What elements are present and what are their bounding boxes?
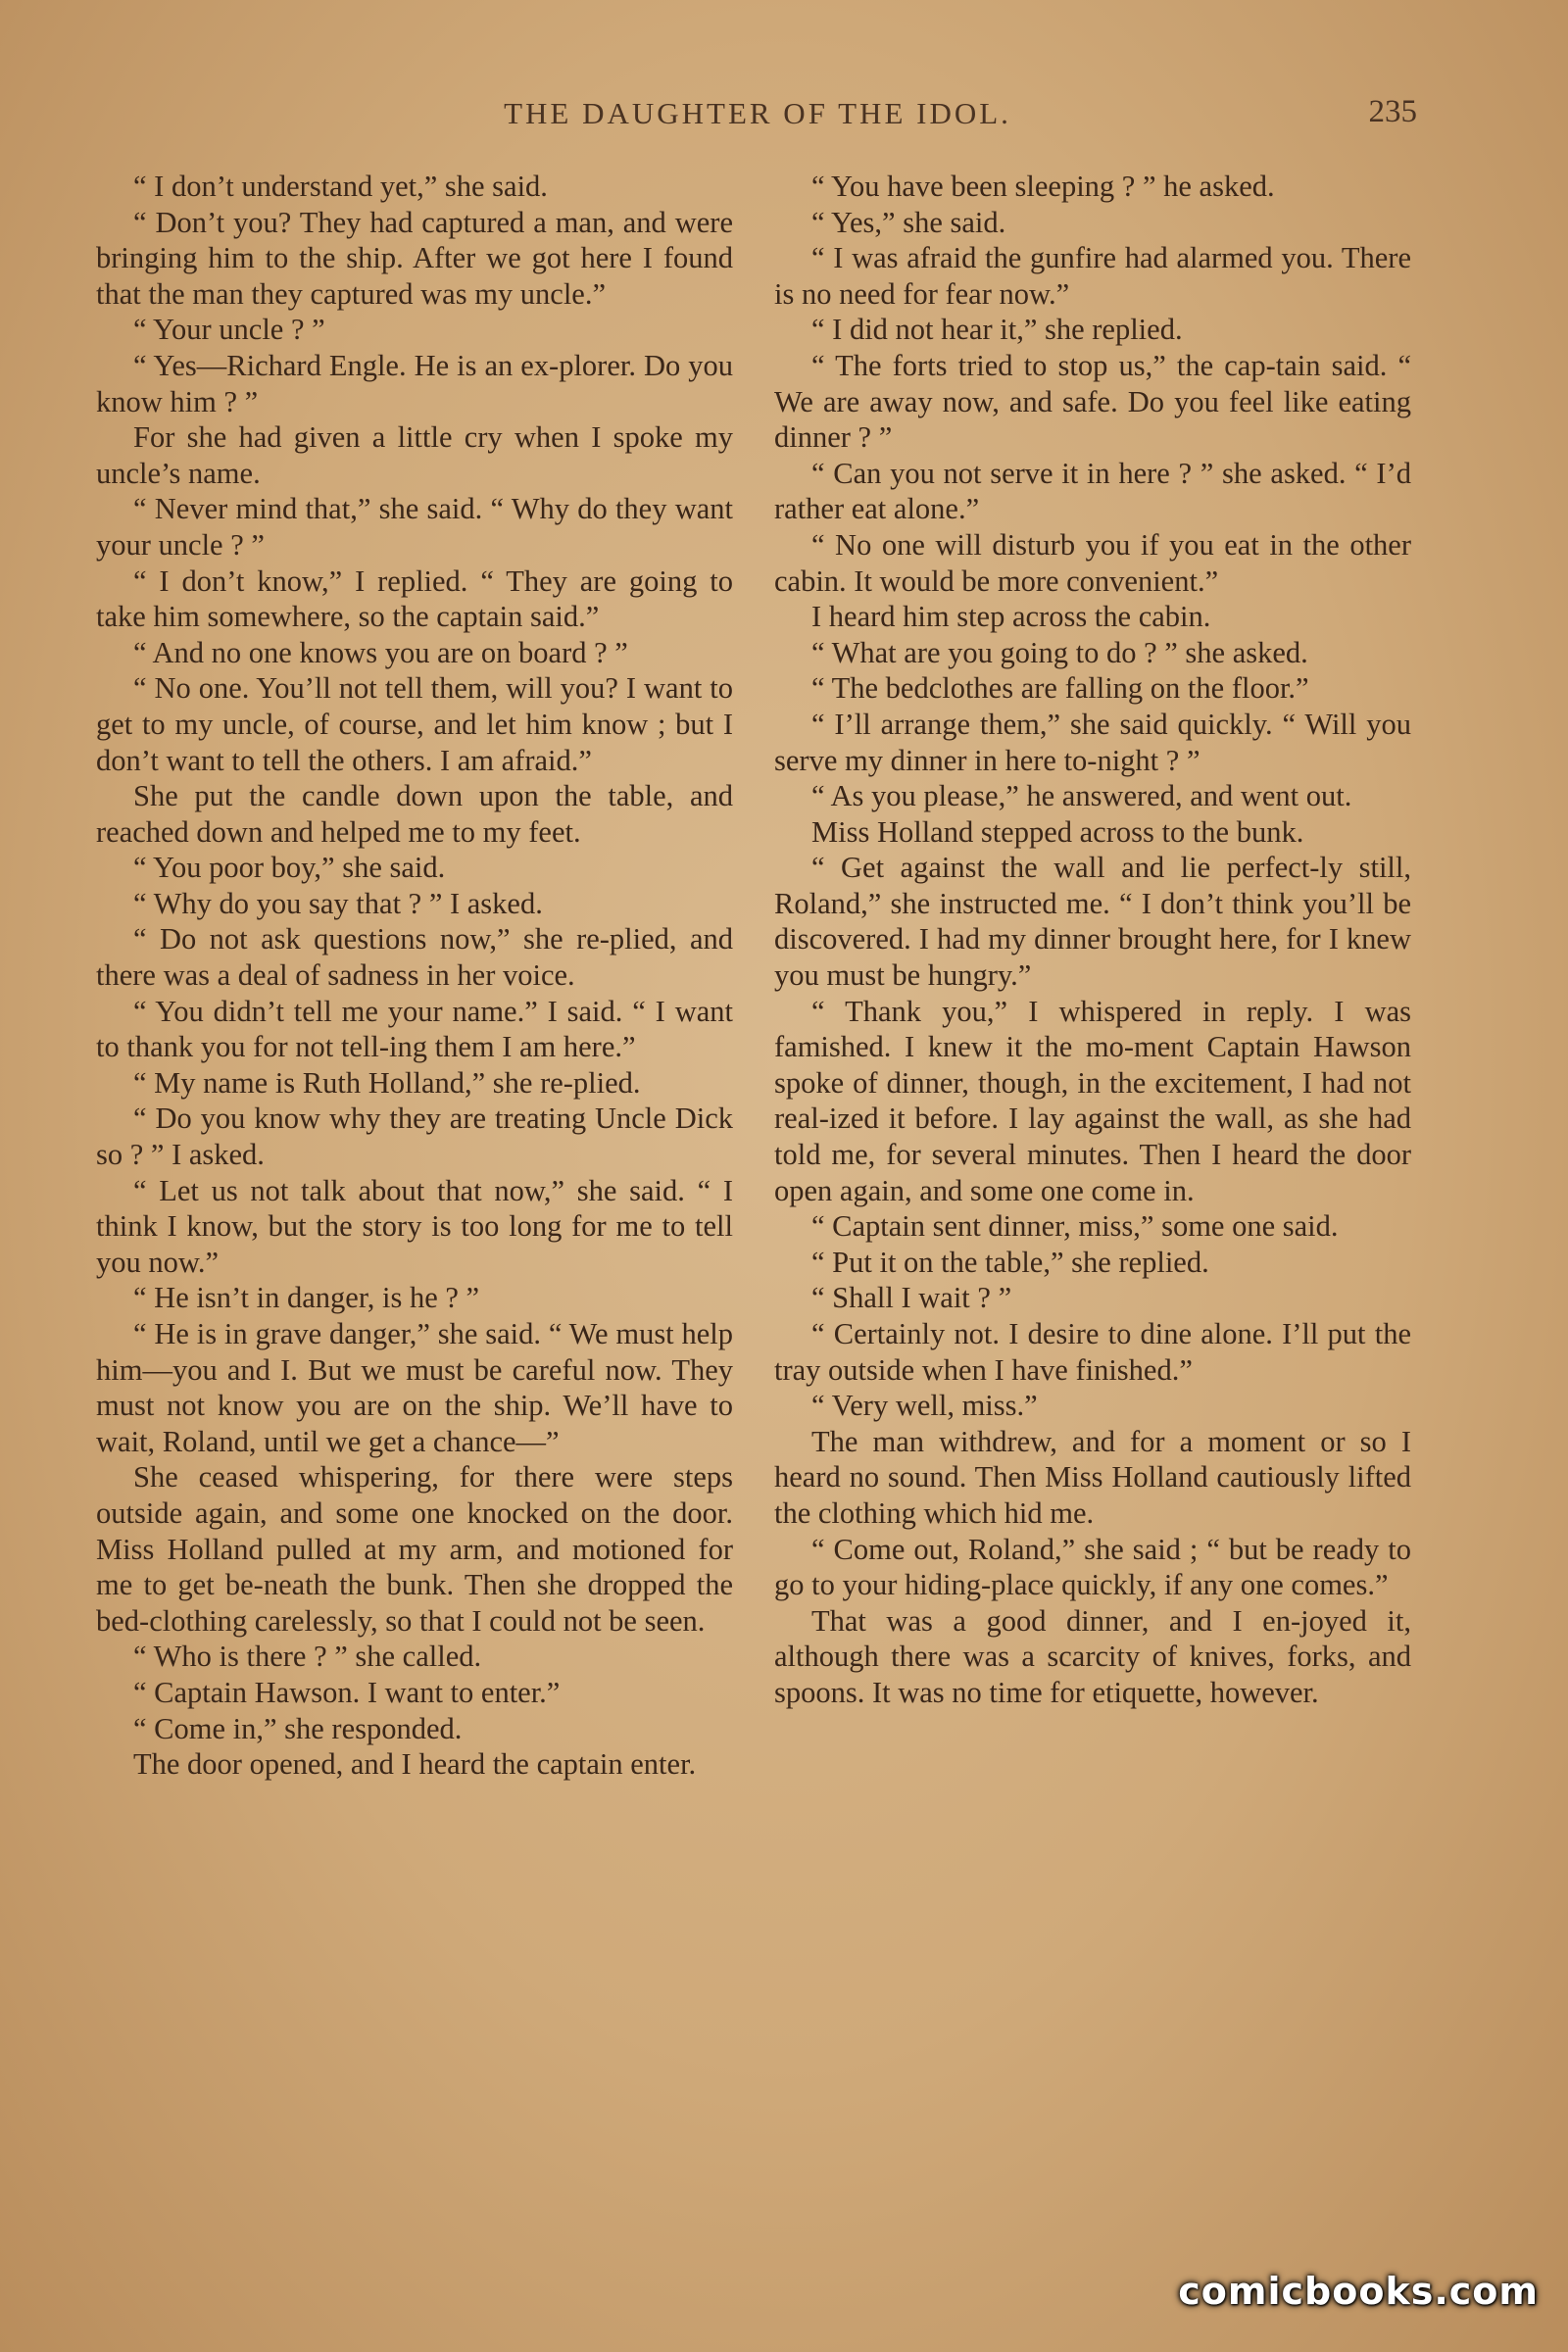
paragraph: “ I did not hear it,” she replied.	[811, 313, 1183, 347]
paragraph: I heard him step across the cabin.	[811, 600, 1211, 634]
paragraph: “ My name is Ruth Holland,” she re-plied.	[133, 1065, 641, 1100]
paragraph: “ I don’t understand yet,” she said.	[133, 170, 548, 203]
paragraph: “ Get against the wall and lie perfect-ly still, Roland,” she instructed me. “ I don’t think you’ll be discovered. I had my dinner brought here, for I knew you must be hungry.”	[774, 851, 1411, 993]
paragraph: “ Come out, Roland,” she said ; “ but be ready to go to your hiding-place quickly, if any one comes.”	[774, 1532, 1411, 1602]
paragraph: “ No one. You’ll not tell them, will you? I want to get to my uncle, of course, and let him know ; but I don’t want to tell the others. I am afraid.”	[96, 671, 733, 777]
paragraph: For she had given a little cry when I spoke my uncle’s name.	[96, 420, 733, 490]
paragraph: “ Don’t you? They had captured a man, and were bringing him to the ship. After we got here I found that the man they captured was my uncle.”	[96, 205, 733, 311]
paragraph: “ Your uncle ? ”	[133, 313, 325, 347]
paragraph: She ceased whispering, for there were steps outside again, and some one knocked on the door. Miss Holland pulled at my arm, and motioned for me to get be-neath the bunk. Then she dropped the bed-clothing carelessly, so that I could not be seen.	[96, 1460, 733, 1638]
paragraph: “ He is in grave danger,” she said. “ We must help him—you and I. But we must be careful now. They must not know you are on the ship. We’ll have to wait, Roland, until we get a chance—”	[96, 1317, 733, 1458]
paragraph: “ Who is there ? ” she called.	[133, 1640, 482, 1674]
paragraph: “ Yes—Richard Engle. He is an ex-plorer. Do you know him ? ”	[96, 348, 733, 418]
paragraph: The door opened, and I heard the captain enter.	[133, 1747, 697, 1782]
paragraph: “ Do you know why they are treating Uncle Dick so ? ” I asked.	[96, 1102, 733, 1172]
paragraph: “ He isn’t in danger, is he ? ”	[133, 1281, 480, 1315]
paragraph: “ I was afraid the gunfire had alarmed you. There is no need for fear now.”	[774, 241, 1411, 311]
paragraph: “ You didn’t tell me your name.” I said. “ I want to thank you for not tell-ing them I am here.”	[96, 994, 733, 1064]
left-text-column	[96, 169, 733, 1783]
paragraph: “ I’ll arrange them,” she said quickly. “ Will you serve my dinner in here to-night ? ”	[774, 707, 1411, 777]
paragraph: “ Thank you,” I whispered in reply. I was famished. I knew it the mo-ment Captain Hawson spoke of dinner, though, in the excitement, I had not real-ized it before. I lay against the wall, as she had told me, for several minutes. Then I heard the door open again, and some one come in.	[774, 994, 1411, 1207]
page-number: 235	[1368, 94, 1417, 129]
paragraph: Miss Holland stepped across to the bunk.	[811, 814, 1304, 849]
paragraph: She put the candle down upon the table, and reached down and helped me to my feet.	[96, 779, 733, 849]
paragraph: That was a good dinner, and I en-joyed it, although there was a scarcity of knives, forks, and spoons. It was no time for etiquette, however.	[774, 1603, 1411, 1709]
paragraph: “ Do not ask questions now,” she re-plied, and there was a deal of sadness in her voice.	[96, 922, 733, 993]
paragraph: “ Shall I wait ? ”	[811, 1281, 1012, 1315]
paragraph: “ Put it on the table,” she replied.	[811, 1245, 1209, 1279]
paragraph: “ Very well, miss.”	[811, 1389, 1038, 1423]
paragraph: “ And no one knows you are on board ? ”	[133, 635, 628, 669]
paragraph: “ I don’t know,” I replied. “ They are going to take him somewhere, so the captain said.”	[96, 564, 733, 634]
paragraph: “ You poor boy,” she said.	[133, 851, 446, 885]
page-header	[98, 92, 1417, 141]
paragraph: “ Certainly not. I desire to dine alone. I’ll put the tray outside when I have finished.”	[774, 1317, 1411, 1387]
paragraph: “ Captain sent dinner, miss,” some one said.	[811, 1209, 1339, 1244]
right-text-column	[774, 169, 1411, 1711]
site-watermark: comicbooks.com	[1178, 2270, 1539, 2313]
paragraph: “ The bedclothes are falling on the floor.”	[811, 671, 1309, 706]
paragraph: “ What are you going to do ? ” she asked.	[811, 635, 1308, 669]
paragraph: “ Come in,” she responded.	[133, 1711, 463, 1745]
paragraph: “ Never mind that,” she said. “ Why do they want your uncle ? ”	[96, 492, 733, 562]
paragraph: “ No one will disturb you if you eat in the other cabin. It would be more convenient.”	[774, 527, 1411, 598]
paragraph: “ The forts tried to stop us,” the cap-tain said. “ We are away now, and safe. Do you feel like eating dinner ? ”	[774, 348, 1411, 455]
paragraph: “ Yes,” she said.	[811, 205, 1006, 239]
paragraph: “ Can you not serve it in here ? ” she asked. “ I’d rather eat alone.”	[774, 456, 1411, 526]
paragraph: “ Captain Hawson. I want to enter.”	[133, 1675, 561, 1709]
running-head: THE DAUGHTER OF THE IDOL.	[504, 96, 1011, 130]
paragraph: The man withdrew, and for a moment or so I heard no sound. Then Miss Holland cautiously lifted the clothing which hid me.	[774, 1424, 1411, 1530]
paragraph: “ Let us not talk about that now,” she said. “ I think I know, but the story is too long for me to tell you now.”	[96, 1173, 733, 1279]
paragraph: “ As you please,” he answered, and went out.	[811, 779, 1352, 813]
paragraph: “ Why do you say that ? ” I asked.	[133, 886, 543, 920]
paragraph: “ You have been sleeping ? ” he asked.	[811, 170, 1275, 203]
